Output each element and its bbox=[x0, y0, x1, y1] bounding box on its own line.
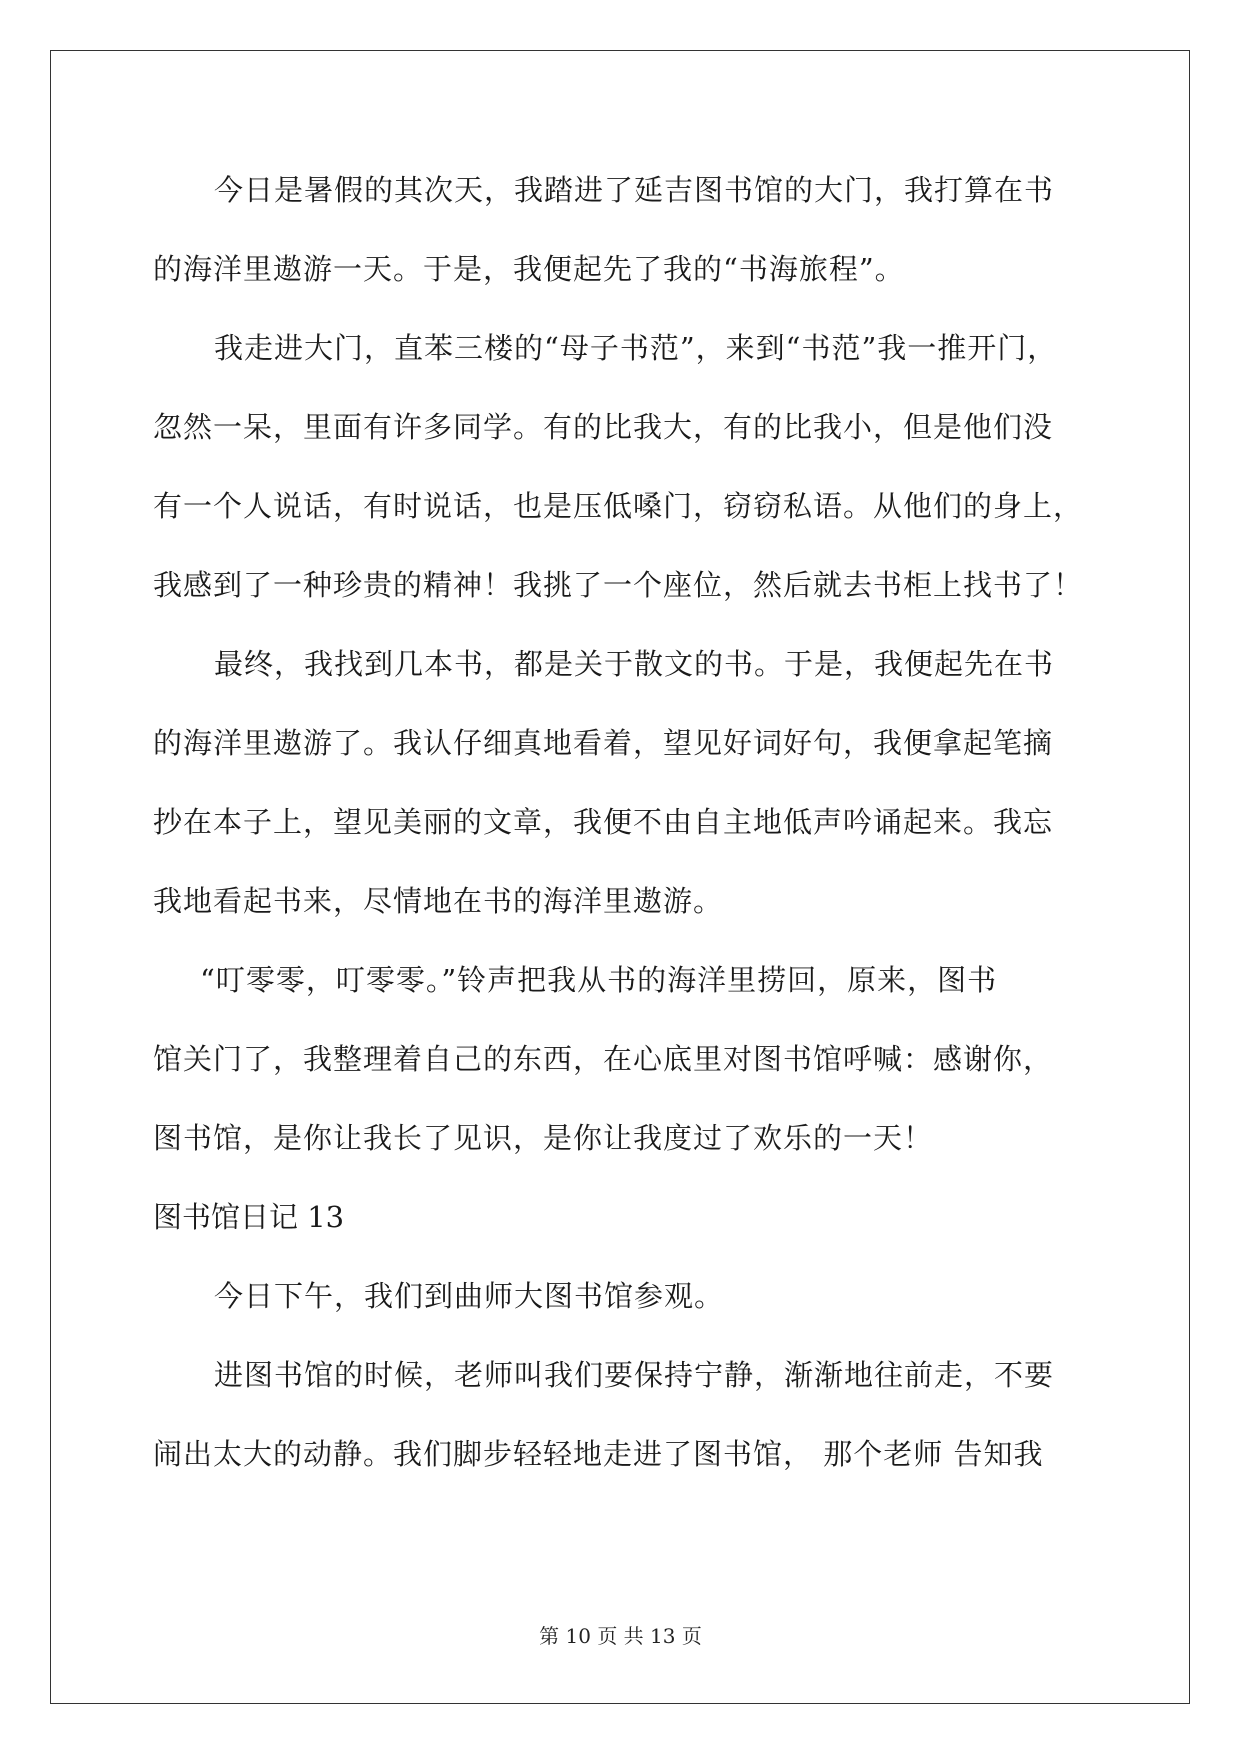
paragraph-2-line-2: 忽然一呆，里面有许多同学。有的比我大，有的比我小，但是他们没 bbox=[153, 410, 1054, 444]
paragraph-4-line-3: 图书馆，是你让我长了见识，是你让我度过了欢乐的一天！ bbox=[153, 1121, 934, 1155]
paragraph-6-line-1: 进图书馆的时候，老师叫我们要保持宁静，渐渐地往前走，不要 bbox=[214, 1358, 1055, 1392]
paragraph-3-line-4: 我地看起书来，尽情地在书的海洋里遨游。 bbox=[153, 884, 724, 918]
paragraph-2-line-4: 我感到了一种珍贵的精神！我挑了一个座位，然后就去书柜上找书了！ bbox=[153, 568, 1084, 602]
paragraph-3-line-2: 的海洋里遨游了。我认仔细真地看着，望见好词好句，我便拿起笔摘 bbox=[153, 726, 1054, 760]
paragraph-4-line-1: “叮零零，叮零零。”铃声把我从书的海洋里捞回，原来，图书 bbox=[200, 963, 998, 997]
paragraph-3-line-3: 抄在本子上，望见美丽的文章，我便不由自主地低声吟诵起来。我忘 bbox=[153, 805, 1054, 839]
paragraph-2-line-3: 有一个人说话，有时说话，也是压低嗓门，窃窃私语。从他们的身上， bbox=[153, 489, 1084, 523]
section-heading: 图书馆日记 13 bbox=[153, 1200, 345, 1234]
paragraph-1-line-1: 今日是暑假的其次天，我踏进了延吉图书馆的大门，我打算在书 bbox=[214, 173, 1055, 207]
paragraph-1-line-2: 的海洋里遨游一天。于是，我便起先了我的“书海旅程”。 bbox=[153, 252, 905, 286]
paragraph-6-line-2: 闹出太大的动静。我们脚步轻轻地走进了图书馆， 那个老师 告知我 bbox=[153, 1437, 1044, 1471]
paragraph-4-line-2: 馆关门了，我整理着自己的东西，在心底里对图书馆呼喊：感谢你， bbox=[153, 1042, 1054, 1076]
paragraph-5-line-1: 今日下午，我们到曲师大图书馆参观。 bbox=[214, 1279, 725, 1313]
paragraph-2-line-1: 我走进大门，直苯三楼的“母子书范”，来到“书范”我一推开门， bbox=[214, 331, 1058, 365]
page-number-footer: 第 10 页 共 13 页 bbox=[539, 1624, 702, 1648]
paragraph-3-line-1: 最终，我找到几本书，都是关于散文的书。于是，我便起先在书 bbox=[214, 647, 1055, 681]
